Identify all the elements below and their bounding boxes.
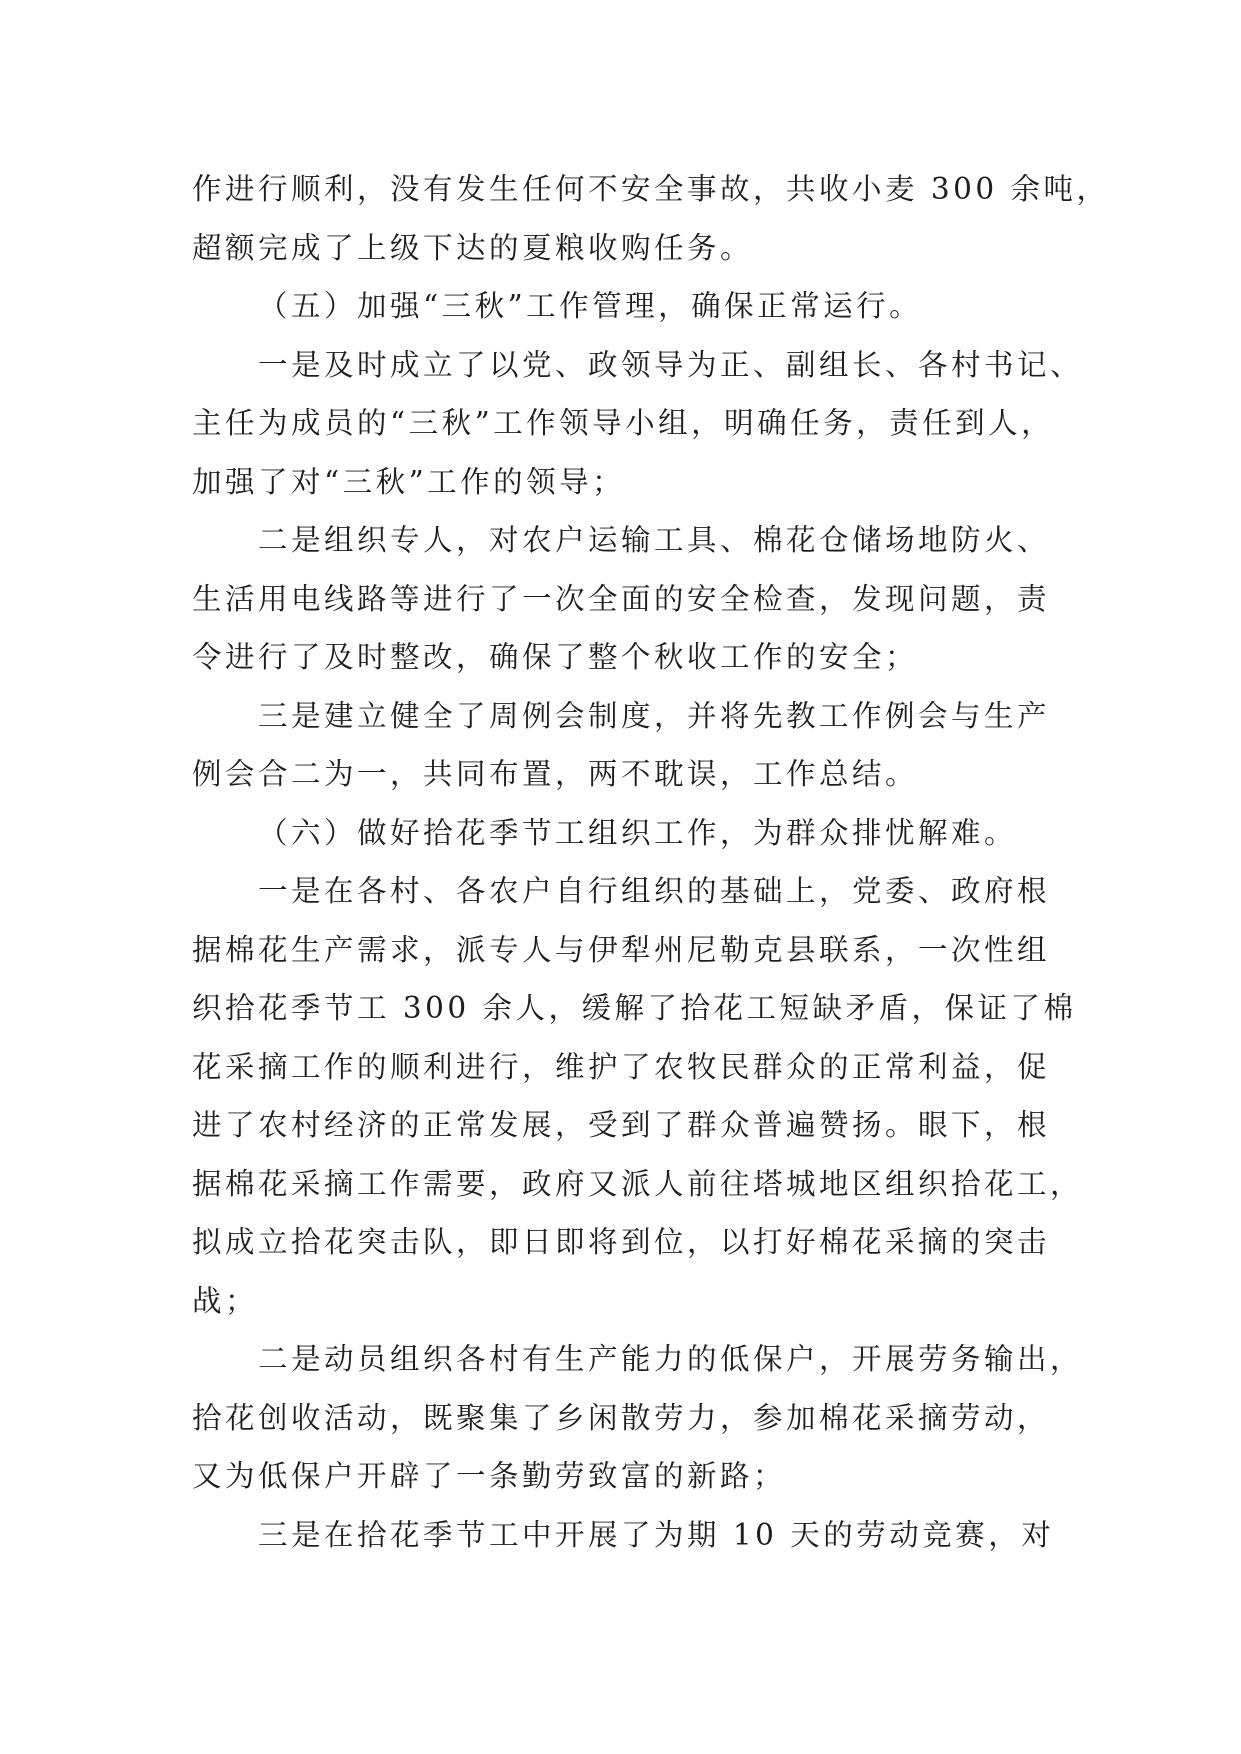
text-line-24: 三是在拾花季节工中开展了为期 10 天的劳动竞赛，对 bbox=[258, 1517, 1055, 1552]
text-line-22: 拾花创收活动，既聚集了乡闲散劳力，参加棉花采摘劳动， bbox=[192, 1400, 1051, 1435]
text-line-20: 战； bbox=[192, 1283, 259, 1318]
text-line-5: 主任为成员的“三秋”工作领导小组，明确任务，责任到人， bbox=[192, 406, 1055, 440]
text-line-17: 进了农村经济的正常发展，受到了群众普遍赞扬。眼下，根 bbox=[192, 1108, 1051, 1142]
text-line-4: 一是及时成立了以党、政领导为正、副组长、各村书记、 bbox=[258, 347, 1084, 382]
document-body bbox=[192, 160, 1110, 1564]
text-line-16: 花采摘工作的顺利进行，维护了农牧民群众的正常利益，促 bbox=[192, 1049, 1051, 1084]
text-line-18: 据棉花采摘工作需要，政府又派人前往塔城地区组织拾花工， bbox=[192, 1166, 1084, 1201]
section-heading-6: （六）做好拾花季节工组织工作，为群众排忧解难。 bbox=[258, 815, 1018, 850]
text-line-2: 超额完成了上级下达的夏粮收购任务。 bbox=[192, 230, 754, 265]
text-line-8: 生活用电线路等进行了一次全面的安全检查，发现问题，责 bbox=[192, 581, 1051, 616]
text-line-11: 例会合二为一，共同布置，两不耽误，工作总结。 bbox=[192, 757, 919, 791]
text-line-6: 加强了对“三秋”工作的领导； bbox=[192, 464, 626, 499]
text-line-9: 令进行了及时整改，确保了整个秋收工作的安全； bbox=[192, 640, 919, 674]
text-line-23: 又为低保户开辟了一条勤劳致富的新路； bbox=[192, 1459, 787, 1493]
text-line-10: 三是建立健全了周例会制度，并将先教工作例会与生产 bbox=[258, 698, 1051, 733]
text-line-7: 二是组织专人，对农户运输工具、棉花仓储场地防火、 bbox=[258, 523, 1051, 557]
text-line-19: 拟成立拾花突击队，即日即将到位，以打好棉花采摘的突击 bbox=[192, 1225, 1051, 1259]
text-line-15: 织拾花季节工 300 余人，缓解了拾花工短缺矛盾，保证了棉 bbox=[192, 991, 1077, 1025]
text-line-14: 据棉花生产需求，派专人与伊犁州尼勒克县联系，一次性组 bbox=[192, 932, 1051, 967]
section-heading-5: （五）加强“三秋”工作管理，确保正常运行。 bbox=[258, 289, 923, 323]
text-line-21: 二是动员组织各村有生产能力的低保户，开展劳务输出， bbox=[258, 1342, 1084, 1376]
text-line-1: 作进行顺利，没有发生任何不安全事故，共收小麦 300 余吨， bbox=[192, 172, 1110, 206]
text-line-13: 一是在各村、各农户自行组织的基础上，党委、政府根 bbox=[258, 874, 1051, 908]
